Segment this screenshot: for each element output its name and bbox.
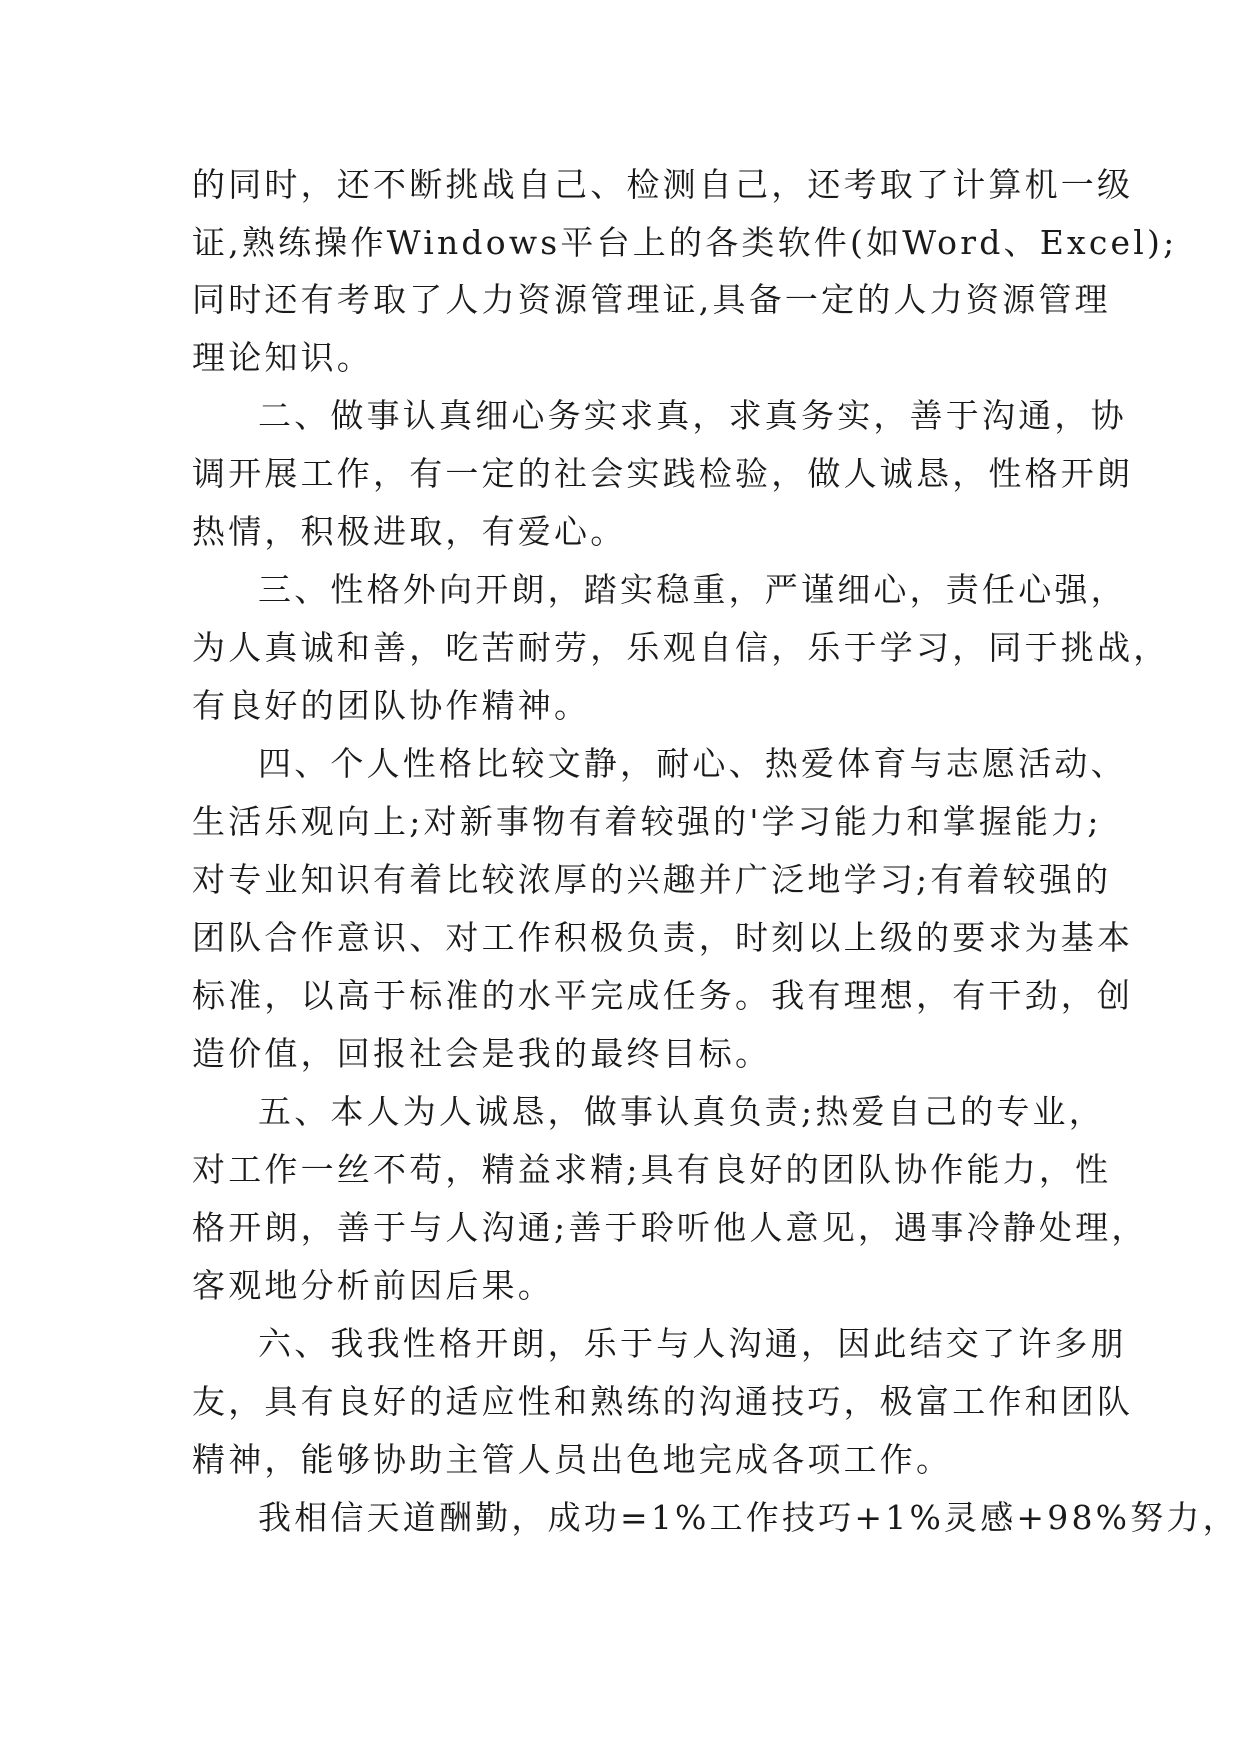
text-line: 友，具有良好的适应性和熟练的沟通技巧，极富工作和团队 [192, 1382, 1134, 1421]
paragraph-2-start: 二、做事认真细心务实求真，求真务实，善于沟通，协 [258, 396, 1127, 435]
text-line: 同时还有考取了人力资源管理证,具备一定的人力资源管理 [192, 280, 1111, 319]
paragraph-5-start: 五、本人为人诚恳，做事认真负责;热爱自己的专业， [258, 1092, 1105, 1131]
text-line: 为人真诚和善，吃苦耐劳，乐观自信，乐于学习，同于挑战， [192, 628, 1170, 667]
text-line: 团队合作意识、对工作积极负责，时刻以上级的要求为基本 [192, 918, 1134, 957]
text-line: 调开展工作，有一定的社会实践检验，做人诚恳，性格开朗 [192, 454, 1134, 493]
text-line: 热情，积极进取，有爱心。 [192, 512, 627, 551]
text-line: 理论知识。 [192, 338, 373, 377]
text-line: 证,熟练操作Windows平台上的各类软件(如Word、Excel); [192, 223, 1178, 262]
text-line: 的同时，还不断挑战自己、检测自己，还考取了计算机一级 [192, 165, 1134, 204]
text-line: 对工作一丝不苟，精益求精;具有良好的团队协作能力，性 [192, 1150, 1112, 1189]
paragraph-4-start: 四、个人性格比较文静，耐心、热爱体育与志愿活动、 [258, 744, 1127, 783]
text-line: 对专业知识有着比较浓厚的兴趣并广泛地学习;有着较强的 [192, 860, 1112, 899]
text-line: 造价值，回报社会是我的最终目标。 [192, 1034, 772, 1073]
text-line: 生活乐观向上;对新事物有着较强的'学习能力和掌握能力; [192, 802, 1102, 841]
paragraph-3-start: 三、性格外向开朗，踏实稳重，严谨细心，责任心强， [258, 570, 1127, 609]
text-line: 精神，能够协助主管人员出色地完成各项工作。 [192, 1440, 953, 1479]
paragraph-7-start: 我相信天道酬勤，成功=1%工作技巧+1%灵感+98%努力， [258, 1498, 1239, 1537]
text-line: 标准，以高于标准的水平完成任务。我有理想，有干劲，创 [192, 976, 1134, 1015]
text-line: 格开朗，善于与人沟通;善于聆听他人意见，遇事冷静处理， [192, 1208, 1148, 1247]
text-line: 客观地分析前因后果。 [192, 1266, 554, 1305]
paragraph-6-start: 六、我我性格开朗，乐于与人沟通，因此结交了许多朋 [258, 1324, 1127, 1363]
text-line: 有良好的团队协作精神。 [192, 686, 591, 725]
